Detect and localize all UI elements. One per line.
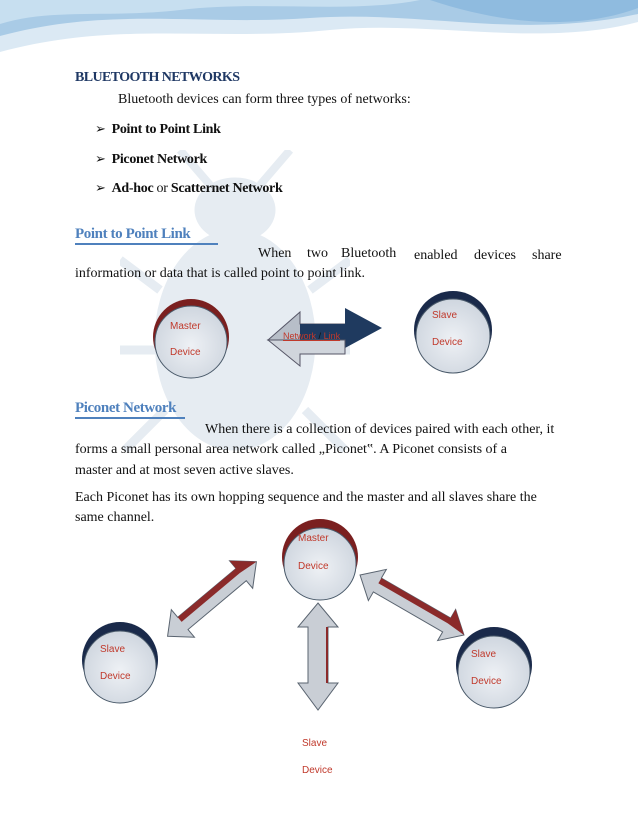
piconet-left-slave-label-2: Device xyxy=(100,671,131,682)
piconet-bottom-slave-label-2: Device xyxy=(302,765,333,776)
ptp-title-underline xyxy=(75,243,218,245)
ptp-word-devices: devices xyxy=(474,248,516,263)
ptp-word-enabled: enabled xyxy=(414,248,458,263)
intro-text: Bluetooth devices can form three types of networks: xyxy=(118,92,411,107)
piconet-left-arrow xyxy=(156,548,268,650)
ptp-slave-label-2: Device xyxy=(432,337,463,348)
piconet-right-slave-circle xyxy=(456,627,532,708)
piconet-para1-line2: forms a small personal area network called „Piconet‟. A Piconet consists of a xyxy=(75,442,507,457)
piconet-diagram xyxy=(0,515,638,720)
piconet-title-underline xyxy=(75,417,185,419)
piconet-para2-line2: same channel. xyxy=(75,510,155,525)
piconet-para2-line1: Each Piconet has its own hopping sequence and the master and all slaves share the xyxy=(75,490,537,505)
piconet-master-label-2: Device xyxy=(298,561,329,572)
piconet-master-device-circle xyxy=(282,519,358,600)
ptp-slave-label-1: Slave xyxy=(432,310,458,321)
piconet-right-arrow xyxy=(351,559,473,650)
ptp-master-label-2: Device xyxy=(170,347,201,358)
header-wave-decoration xyxy=(0,0,638,70)
ptp-text-line2: information or data that is called point to point link. xyxy=(75,266,366,281)
piconet-right-slave-label-1: Slave xyxy=(471,649,497,660)
arrow-bullet-icon: ➢ xyxy=(95,180,106,195)
bullet-piconet: ➢ Piconet Network xyxy=(95,151,208,167)
piconet-para1-line3: master and at most seven active slaves. xyxy=(75,463,294,478)
ptp-word-when: When xyxy=(258,246,292,261)
bullet-point-to-point: ➢ Point to Point Link xyxy=(95,121,221,137)
ptp-network-link-label: Network / Link xyxy=(283,331,341,341)
ptp-slave-device-circle xyxy=(414,291,492,373)
arrow-bullet-icon: ➢ xyxy=(95,151,106,166)
ptp-word-share: share xyxy=(532,248,562,263)
ptp-section-title: Point to Point Link xyxy=(75,226,191,242)
piconet-section-title: Piconet Network xyxy=(75,400,177,416)
piconet-master-label-1: Master xyxy=(298,533,329,544)
bullet-scatternet: ➢ Ad-hoc or Scatternet Network xyxy=(95,180,283,196)
arrow-bullet-icon: ➢ xyxy=(95,121,106,136)
ptp-word-two: two xyxy=(307,246,328,261)
ptp-master-device-circle xyxy=(153,299,229,378)
ptp-word-bluetooth: Bluetooth xyxy=(341,246,397,261)
piconet-left-slave-circle xyxy=(82,622,158,703)
page-heading: BLUETOOTH NETWORKS xyxy=(75,70,240,85)
piconet-vertical-arrow xyxy=(298,603,338,710)
piconet-left-slave-label-1: Slave xyxy=(100,644,126,655)
piconet-right-slave-label-2: Device xyxy=(471,676,502,687)
ptp-master-label-1: Master xyxy=(170,321,201,332)
piconet-para1-line1: When there is a collection of devices paired with each other, it xyxy=(205,422,555,437)
piconet-bottom-slave-label-1: Slave xyxy=(302,738,328,749)
